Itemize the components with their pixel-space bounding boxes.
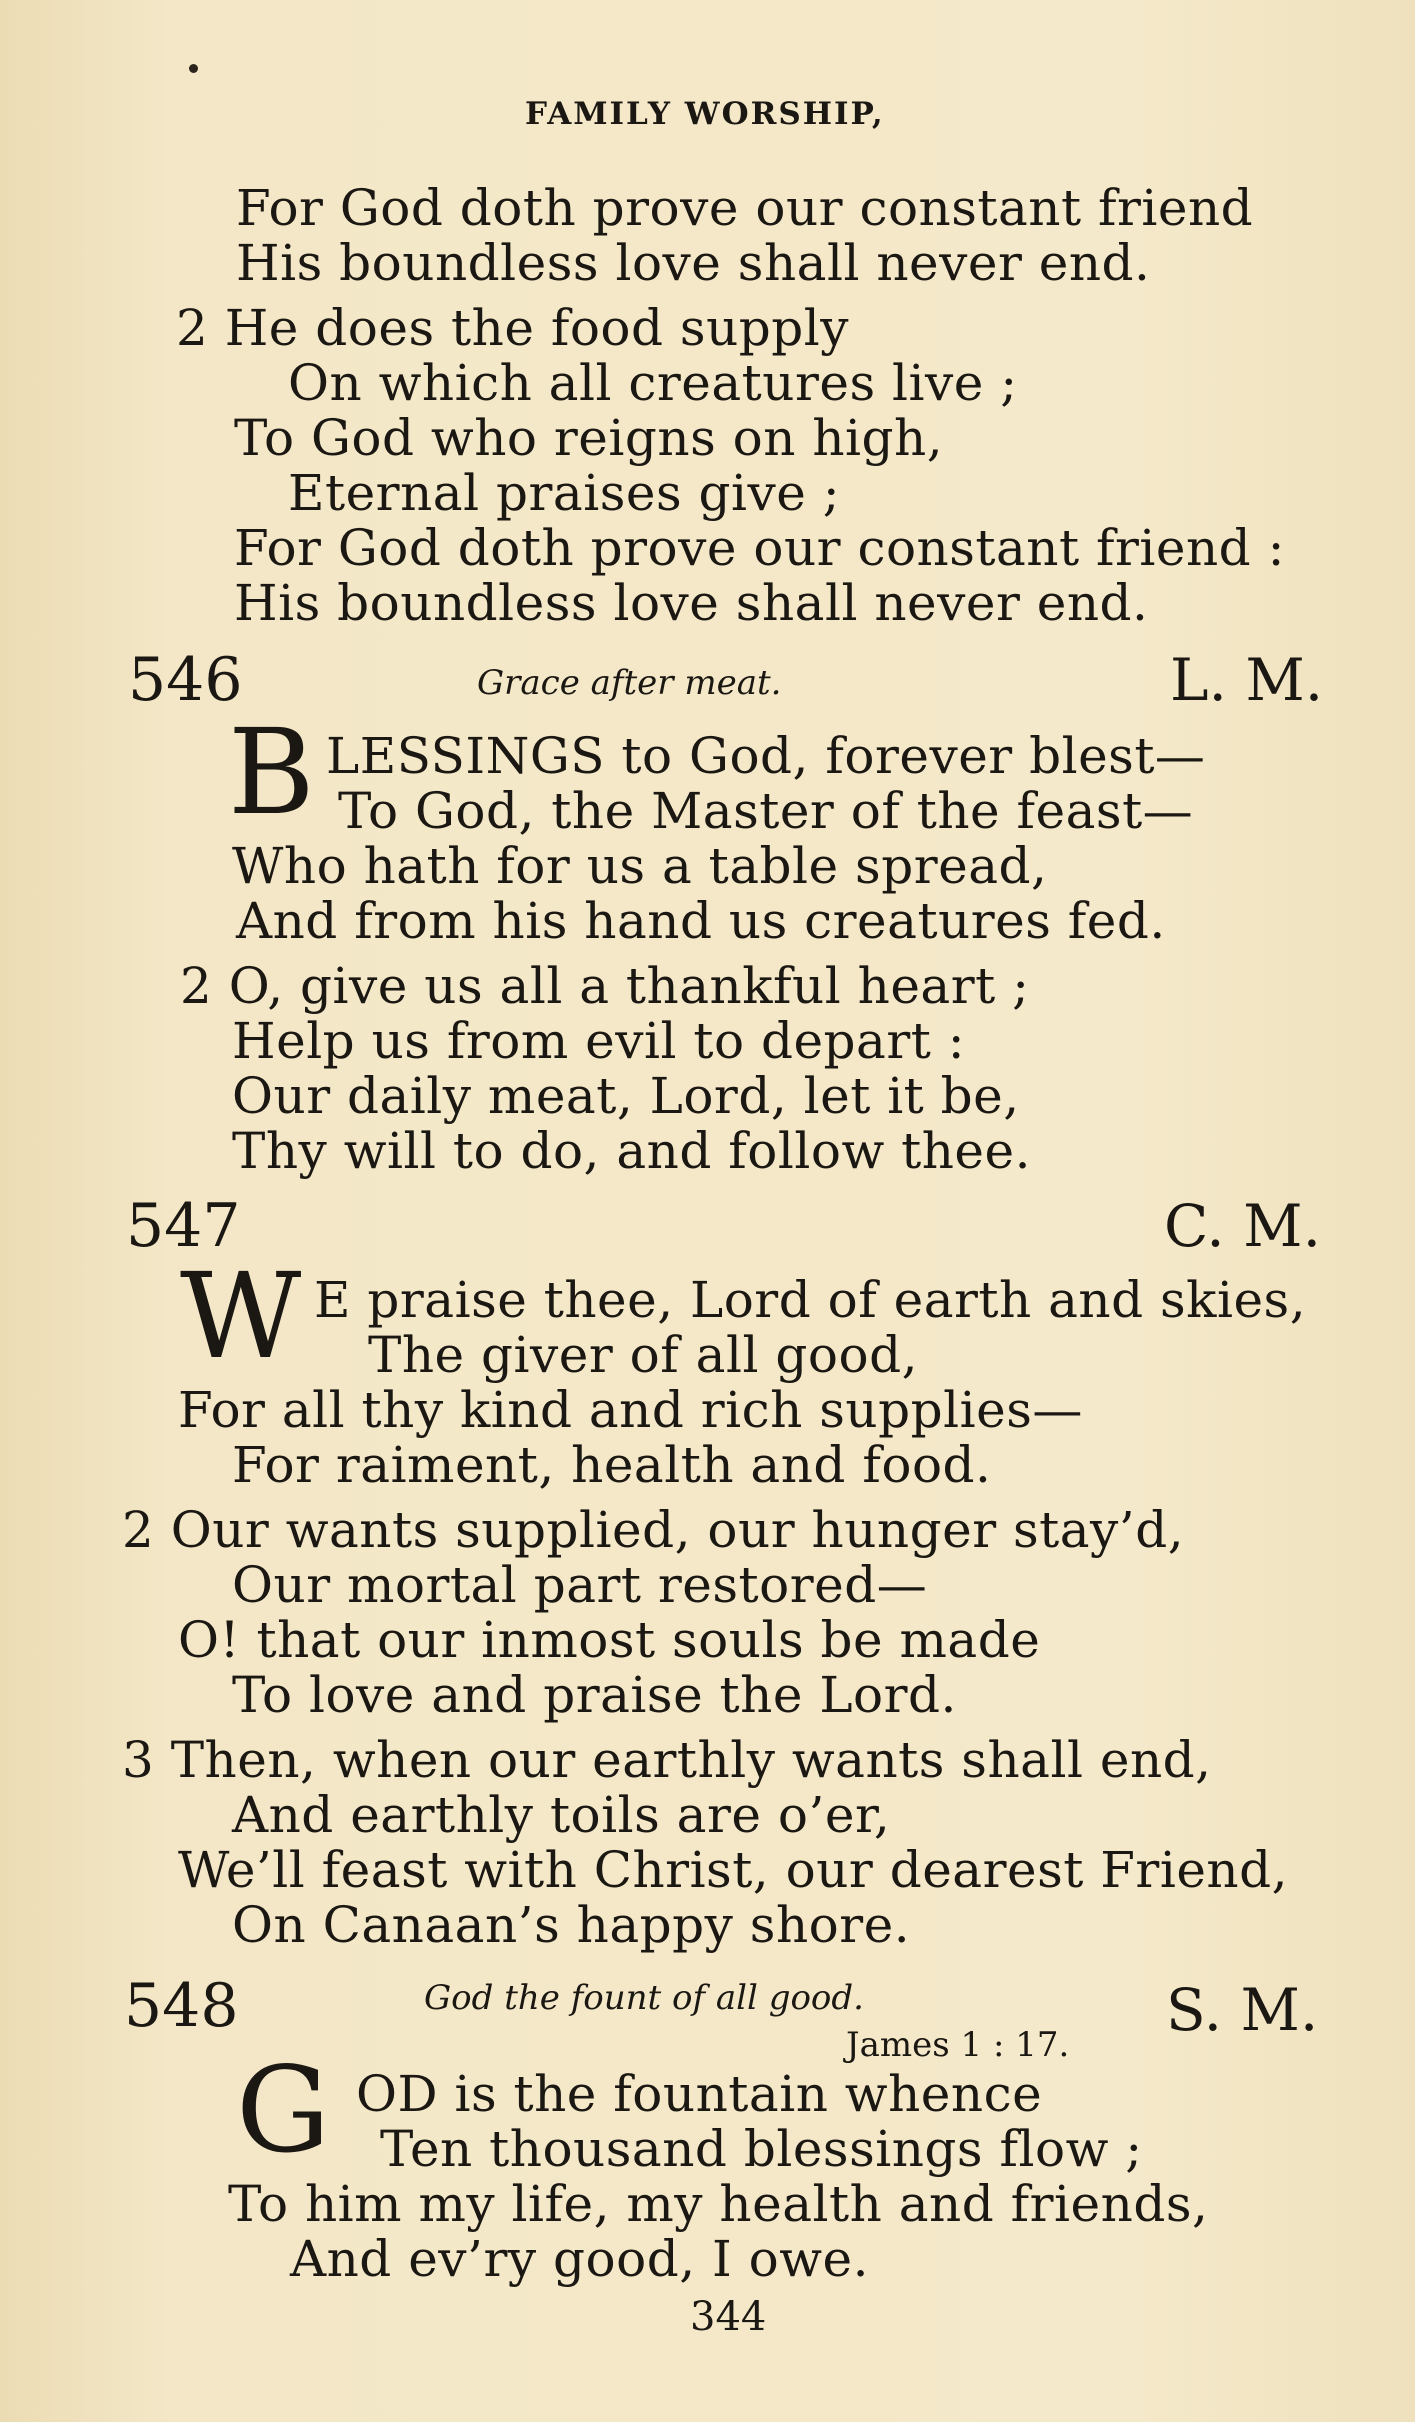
verse-line: His boundless love shall never end. [236,234,1151,292]
verse-line: OD is the fountain whence [356,2065,1043,2123]
running-header: FAMILY WORSHIP, [525,96,885,132]
verse-line: To God who reigns on high, [234,409,944,467]
verse-line: And from his hand us creatures fed. [236,892,1166,950]
hymn-number: 548 [124,1971,239,2041]
verse-line: 3 Then, when our earthly wants shall end, [122,1731,1212,1789]
verse-line: And earthly toils are o’er, [232,1786,891,1844]
verse-line: O! that our inmost souls be made [178,1611,1041,1669]
verse-line: We’ll feast with Christ, our dearest Friend, [178,1841,1289,1899]
page-number: 344 [690,2294,767,2340]
verse-line: For all thy kind and rich supplies— [178,1381,1083,1439]
drop-cap: W [180,1247,302,1385]
verse-line: E praise thee, Lord of earth and skies, [314,1271,1307,1329]
verse-line: 2 O, give us all a thankful heart ; [180,957,1030,1015]
hymn-number: 546 [128,645,243,715]
verse-line: For God doth prove our constant friend : [234,519,1285,577]
verse-line: 2 Our wants supplied, our hunger stay’d, [122,1501,1185,1559]
hymn-title: Grace after meat. [477,663,782,703]
verse-line: And ev’ry good, I owe. [290,2230,870,2288]
ink-dot [189,64,198,73]
verse-line: Eternal praises give ; [288,464,841,522]
verse-line: To love and praise the Lord. [232,1666,957,1724]
drop-cap: G [236,2041,331,2179]
verse-line: The giver of all good, [368,1326,918,1384]
verse-line: 2 He does the food supply [176,299,850,357]
verse-line: To him my life, my health and friends, [228,2175,1209,2233]
hymn-meter: L. M. [1170,646,1324,714]
verse-line: For raiment, health and food. [232,1436,992,1494]
verse-line: On which all creatures live ; [288,354,1018,412]
verse-line: LESSINGS to God, forever blest— [326,727,1206,785]
verse-line: For God doth prove our constant friend [236,179,1254,237]
scripture-reference: James 1 : 17. [846,2025,1070,2065]
hymn-meter: C. M. [1164,1192,1322,1260]
hymn-meter: S. M. [1166,1976,1319,2044]
verse-line: Our mortal part restored— [232,1556,928,1614]
verse-line: Help us from evil to depart : [232,1012,966,1070]
drop-cap: B [228,703,315,841]
verse-line: Who hath for us a table spread, [232,837,1048,895]
verse-line: To God, the Master of the feast— [338,782,1194,840]
verse-line: On Canaan’s happy shore. [232,1896,911,1954]
verse-line: Our daily meat, Lord, let it be, [232,1067,1020,1125]
hymn-number: 547 [126,1191,241,1261]
verse-line: Thy will to do, and follow thee. [232,1122,1032,1180]
verse-line: Ten thousand blessings flow ; [380,2120,1143,2178]
hymn-title: God the fount of all good. [424,1978,864,2018]
verse-line: His boundless love shall never end. [234,574,1149,632]
